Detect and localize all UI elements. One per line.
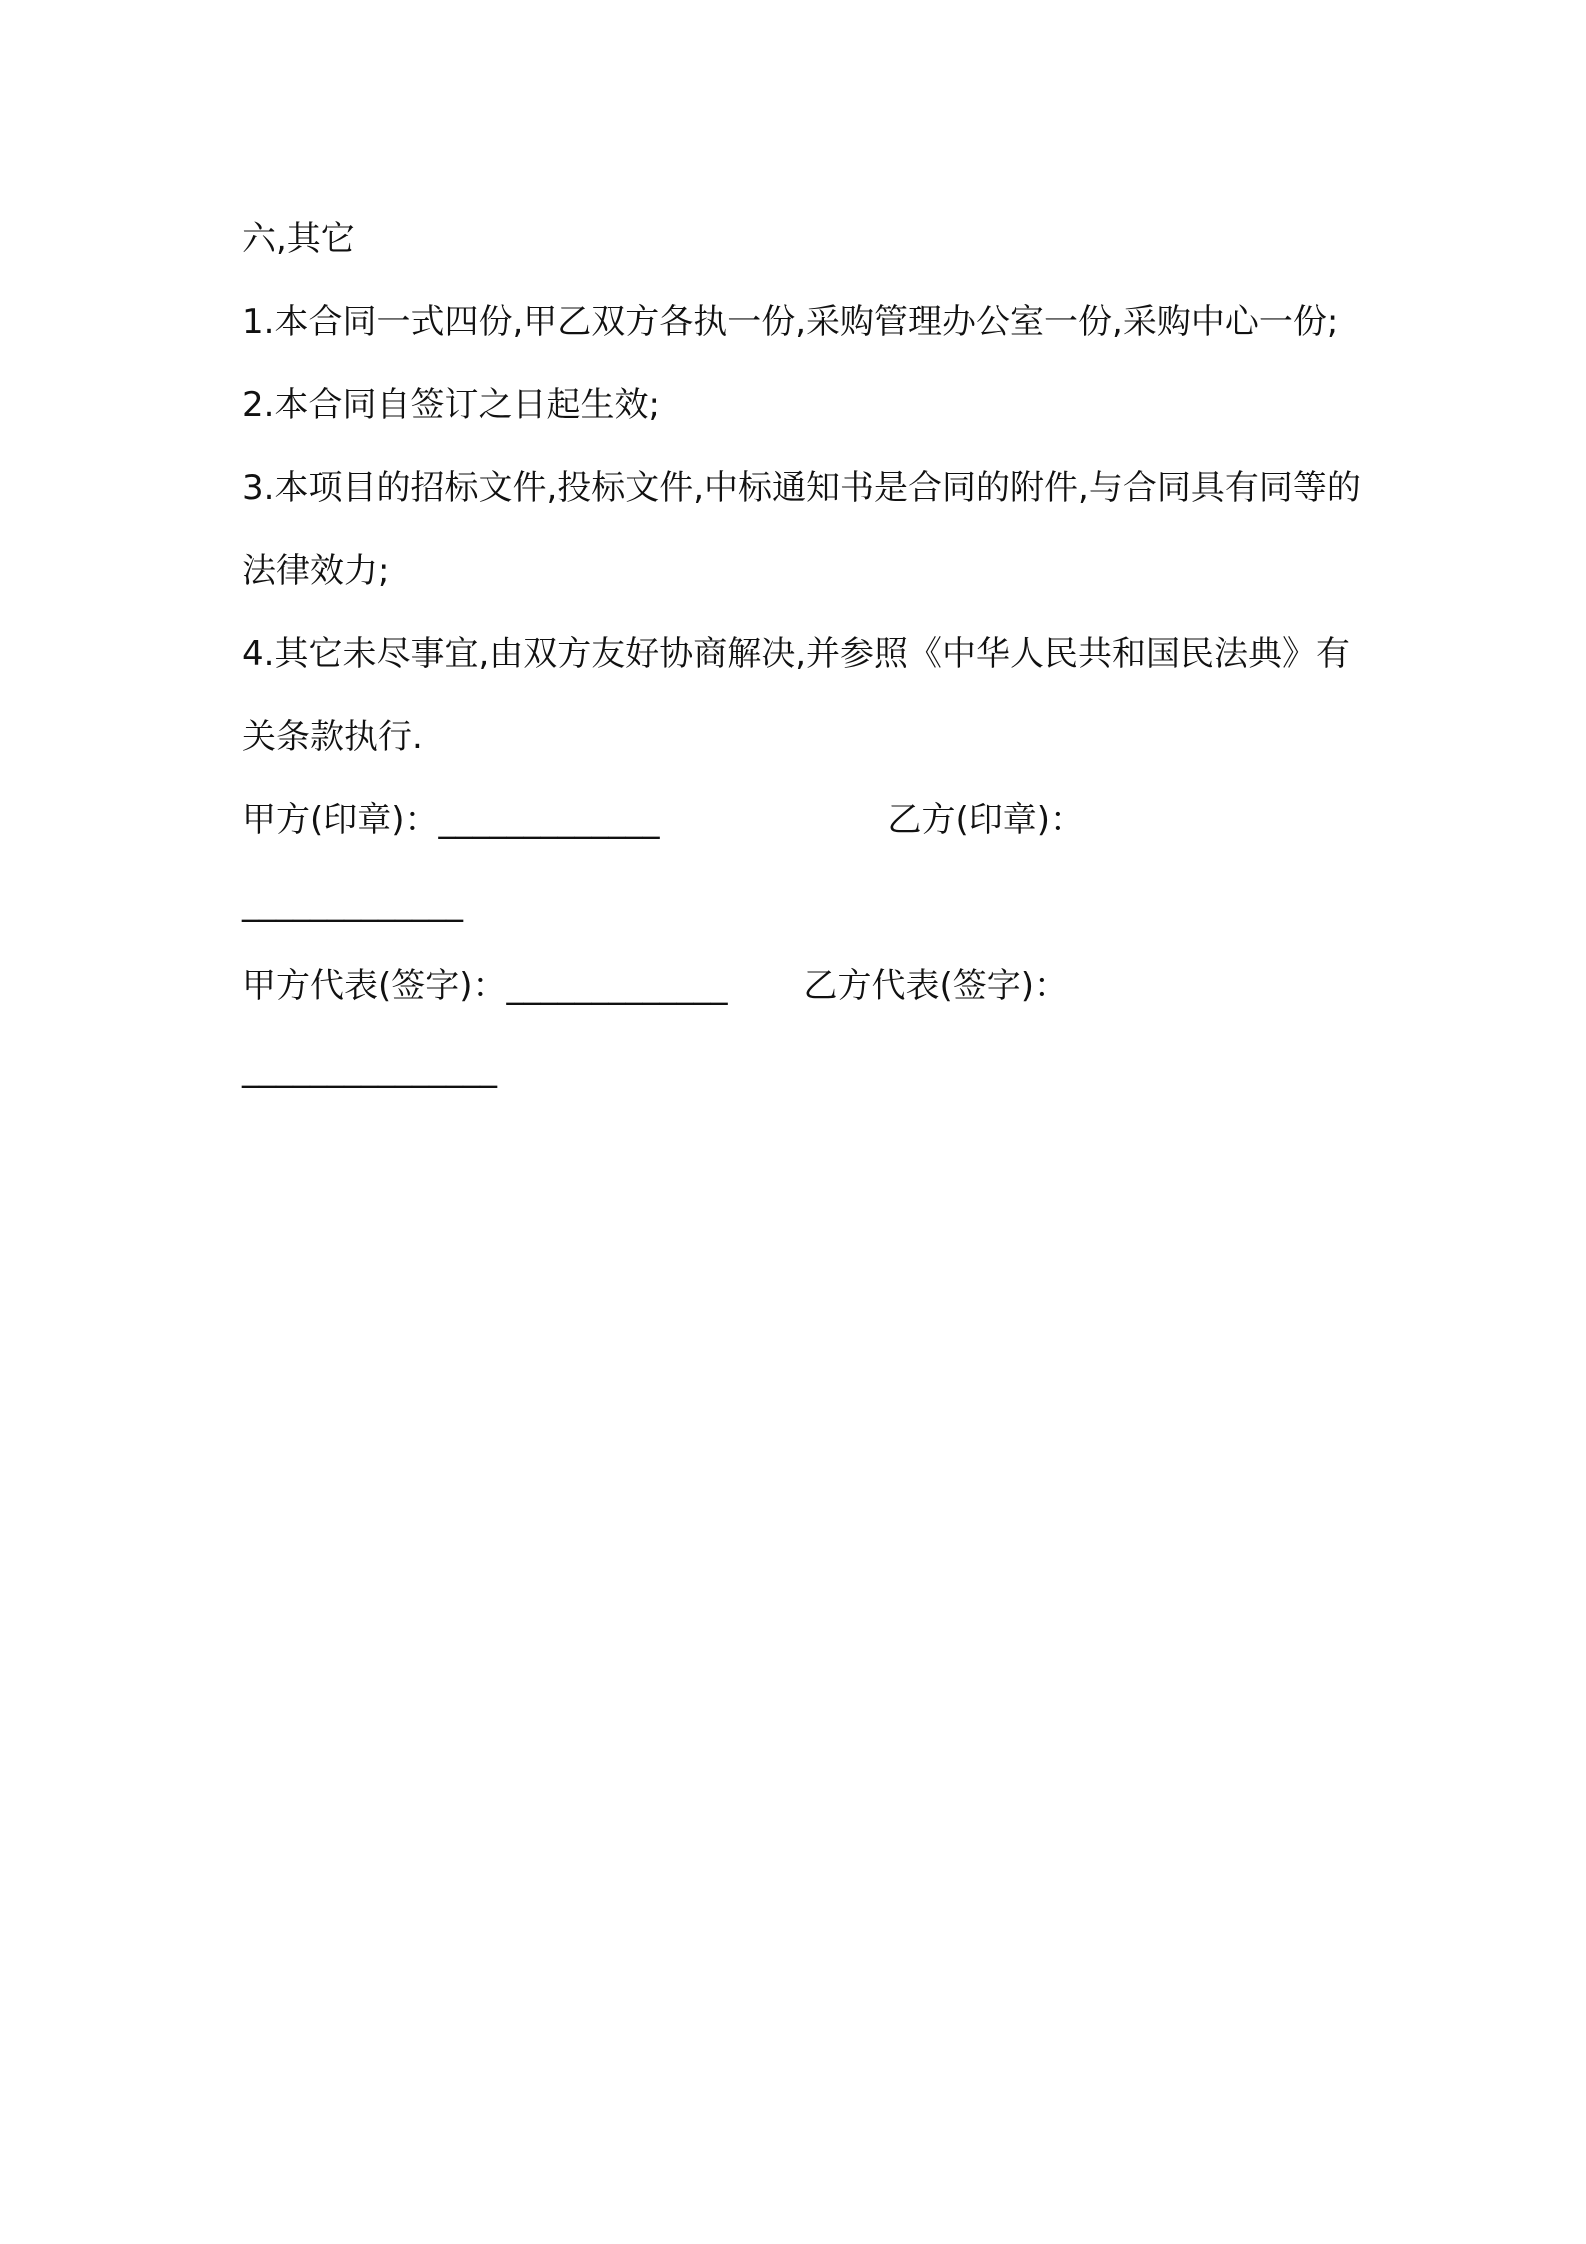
document-body bbox=[242, 198, 1362, 1111]
party-a-rep-field: 甲方代表(签字)：_____________ bbox=[242, 966, 728, 1006]
party-b-seal-label: 乙方(印章)： bbox=[887, 800, 1085, 840]
section-heading: 六,其它 bbox=[242, 219, 355, 259]
clause-4: 4.其它未尽事宜,由双方友好协商解决,并参照《中华人民共和国民法典》有关条款执行. bbox=[242, 634, 1351, 757]
clause-2: 2.本合同自签订之日起生效; bbox=[242, 385, 660, 425]
clause-3: 3.本项目的招标文件,投标文件,中标通知书是合同的附件,与合同具有同等的法律效力; bbox=[242, 468, 1361, 591]
party-b-rep-blank: _______________ bbox=[242, 1049, 497, 1089]
seal-signature-row bbox=[242, 779, 1362, 862]
clause-1: 1.本合同一式四份,甲乙双方各执一份,采购管理办公室一份,采购中心一份; bbox=[242, 302, 1339, 342]
representative-signature-row bbox=[242, 945, 1362, 1028]
party-a-seal-field: 甲方(印章)：_____________ bbox=[242, 800, 660, 840]
party-b-rep-label: 乙方代表(签字)： bbox=[803, 966, 1069, 1006]
party-b-seal-blank: _____________ bbox=[242, 883, 463, 923]
